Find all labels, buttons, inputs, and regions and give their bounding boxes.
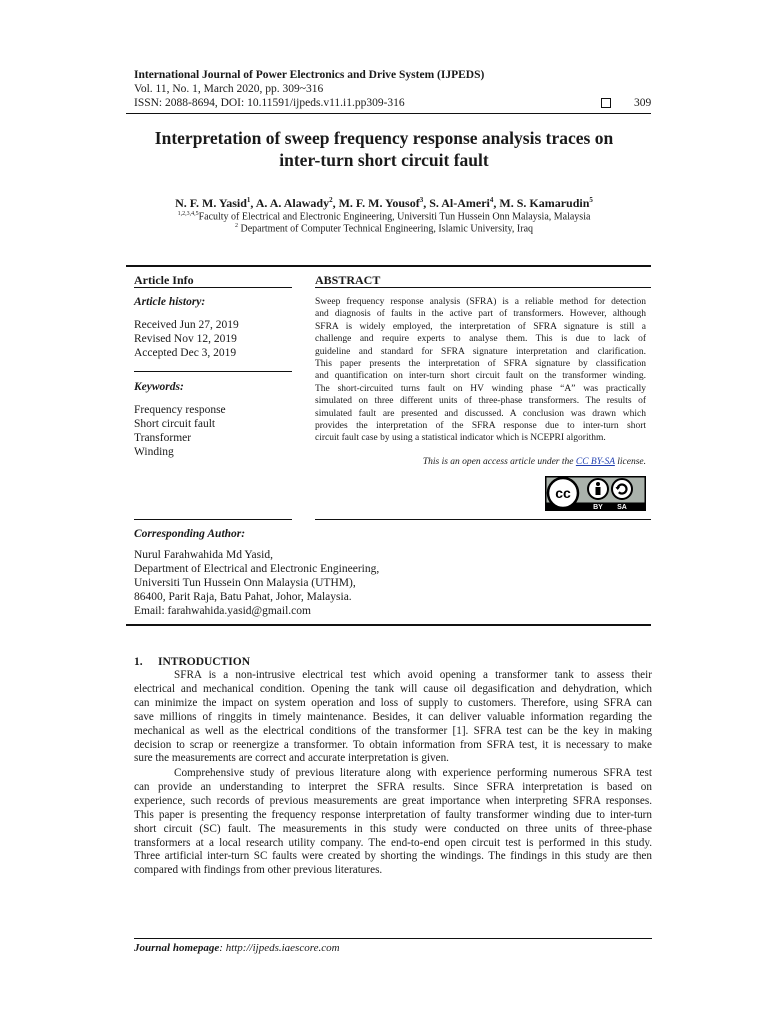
abstract-line: The short-circuited turns fault on HV winding phase “A” was practically bbox=[315, 383, 646, 394]
body-line: compared with findings from other previous literatures. bbox=[134, 864, 383, 877]
abstract-body bbox=[315, 296, 646, 445]
title-line-2: inter-turn short circuit fault bbox=[279, 150, 489, 170]
corresponding-author-heading: Corresponding Author: bbox=[134, 528, 246, 540]
abstract-heading: ABSTRACT bbox=[315, 273, 381, 287]
article-history-heading: Article history: bbox=[134, 296, 206, 308]
abstract-line: challenge and require experts to analyse them. This is due to lack of bbox=[315, 334, 646, 345]
svg-text:cc: cc bbox=[555, 485, 571, 501]
keywords-heading: Keywords: bbox=[134, 381, 184, 393]
abstract-line: circuit fault case by using a statistical indicator which is NCEPRI algorithm. bbox=[315, 433, 606, 444]
keyword-item: Winding bbox=[134, 446, 174, 458]
paper-title bbox=[120, 127, 648, 171]
body-line: Comprehensive study of previous literature along with experience performing numerous SFRA test bbox=[174, 767, 652, 779]
author-affil-sup: 1 bbox=[246, 196, 251, 204]
license-statement bbox=[423, 457, 646, 467]
abstract-line: and quantification on inter-turn short circuit fault on the transformer winding. bbox=[315, 371, 646, 382]
section-title: INTRODUCTION bbox=[158, 656, 251, 668]
abstract-line: SFRA is widely employed, the interpretation of SFRA signature is still a bbox=[315, 321, 646, 332]
author-affil-sup: 4 bbox=[489, 196, 494, 204]
footer-rule bbox=[134, 938, 652, 939]
journal-name: International Journal of Power Electronics and Drive System (IJPEDS) bbox=[134, 69, 485, 81]
cc-badge-graphic bbox=[545, 476, 646, 511]
page-number: 309 bbox=[634, 97, 652, 109]
abstract-line: guideline and standard for SFRA signature interpretation and clarification. bbox=[315, 346, 646, 357]
cc-sa-text: SA bbox=[617, 504, 627, 511]
abstract-line: simulated fault are presented and discussed. A conclusion was drawn which bbox=[315, 408, 646, 419]
cc-by-sa-link[interactable]: CC BY-SA bbox=[575, 457, 615, 467]
section-heading-introduction bbox=[134, 656, 250, 668]
body-line: This paper is presenting the frequency response interpretation of faulty transformer winding due to inter-turn bbox=[134, 808, 652, 821]
corresponding-line: Nurul Farahwahida Md Yasid, bbox=[134, 549, 273, 561]
homepage-label: Journal homepage bbox=[134, 942, 220, 954]
abstract-line: Sweep frequency response analysis (SFRA) is a reliable method for detection bbox=[315, 297, 646, 307]
abstract-line: This paper presents the interpretation of SFRA signature by classification bbox=[315, 359, 646, 370]
history-rule bbox=[134, 371, 292, 372]
author-list: N. F. M. Yasid$^1$, A. A. Alawady$^2$, M. F. M. Yousof$^3$, S. Al-Ameri$^4$, M. S. Kamarudin$^5$ bbox=[175, 196, 593, 210]
affiliation-2 bbox=[120, 223, 648, 234]
info-box-top-rule bbox=[126, 265, 651, 267]
abstract-line: simulated on three different units of three-phase transformers. The results of bbox=[315, 396, 646, 407]
journal-issn-doi: ISSN: 2088-8694, DOI: 10.11591/ijpeds.v11.i1.pp309-316 bbox=[134, 97, 405, 109]
corresponding-email: Email: farahwahida.yasid@gmail.com bbox=[134, 605, 311, 617]
body-line: electrical and mechanical condition. Opening the tank will cause oil degasification and dehydration, which bbox=[134, 682, 652, 695]
info-box-bottom-rule bbox=[126, 624, 651, 626]
body-line: SFRA is a non-intrusive electrical test which avoid opening a transformer tank to assess their bbox=[174, 669, 652, 681]
affiliation-1 bbox=[120, 211, 648, 222]
corresponding-line: 86400, Parit Raja, Batu Pahat, Johor, Malaysia. bbox=[134, 591, 352, 603]
homepage-colon: : bbox=[219, 942, 226, 954]
author-affil-sup: 3 bbox=[419, 196, 424, 204]
body-line: can provide an understanding to interpret the SFRA results. Since SFRA interpretation is based on bbox=[134, 780, 652, 793]
revised-date: Revised Nov 12, 2019 bbox=[134, 333, 237, 345]
body-line: decision to scrap or reenergize a transformer. To obtain information from SFRA test, it is necessary to make bbox=[134, 738, 652, 751]
body-line: Three artificial inter-turn SC faults were created by shorting the windings. The findings in this study are then bbox=[134, 850, 652, 863]
received-date: Received Jun 27, 2019 bbox=[134, 319, 239, 331]
cc-by-sa-badge-icon[interactable] bbox=[545, 476, 646, 511]
section-number: 1. bbox=[134, 656, 143, 668]
author-name: A. A. Alawady bbox=[255, 196, 330, 210]
author-name: M. F. M. Yousof bbox=[338, 196, 420, 210]
body-line: transformers at a local research utility company. The end-to-end open circuit test is performed in this study. bbox=[134, 836, 652, 849]
journal-volume: Vol. 11, No. 1, March 2020, pp. 309~316 bbox=[134, 83, 324, 95]
title-line-1: Interpretation of sweep frequency response analysis traces on bbox=[154, 128, 614, 148]
body-line: short circuit (SC) fault. The measurements in this study were conducted on three units of three-phase bbox=[134, 822, 652, 835]
corresponding-top-rule-right bbox=[315, 519, 651, 520]
corresponding-top-rule bbox=[134, 519, 292, 520]
affiliation-text: Faculty of Electrical and Electronic Engineering, Universiti Tun Hussein Onn Malaysia, Malaysia bbox=[198, 211, 591, 223]
body-line: experience, such records of previous measurements are great importance when interpreting SFRA responses. bbox=[134, 794, 652, 807]
keyword-item: Transformer bbox=[134, 432, 192, 444]
intro-paragraph-2 bbox=[134, 767, 652, 878]
corresponding-line: Universiti Tun Hussein Onn Malaysia (UTHM), bbox=[134, 577, 356, 589]
header-rule bbox=[126, 113, 651, 114]
accepted-date: Accepted Dec 3, 2019 bbox=[134, 347, 237, 359]
affiliation-text: Department of Computer Technical Engineering, Islamic University, Iraq bbox=[240, 223, 534, 235]
body-line: save millions of ringgits in timely maintenance. Besides, it can deliver valuable information regarding the bbox=[134, 710, 652, 723]
author-name: S. Al-Ameri bbox=[429, 196, 490, 210]
square-bullet-icon bbox=[601, 98, 611, 108]
affiliation-sup: 2 bbox=[234, 223, 238, 229]
abstract-line: and diagnosis of faults in the active part of transformers. However, although bbox=[315, 309, 646, 320]
body-line: mechanical as well as the electrical conditions of the transformer [1]. SFRA test can be the key in making bbox=[134, 724, 652, 737]
body-line: can minimize the impact on system operation and loss of supply to customers. Therefore, using SFRA can bbox=[134, 696, 652, 709]
abstract-line: provides the interpretation of the SFRA response due to inter-turn short bbox=[315, 421, 646, 432]
keyword-item: Frequency response bbox=[134, 404, 226, 416]
license-prefix: This is an open access article under the bbox=[422, 457, 576, 467]
homepage-url-link[interactable]: http://ijpeds.iaescore.com bbox=[225, 942, 340, 954]
body-line: sure the measurements are correct and accurate interpretation is given. bbox=[134, 752, 449, 765]
keyword-item: Short circuit fault bbox=[134, 418, 216, 430]
author-name: N. F. M. Yasid bbox=[175, 196, 247, 210]
license-suffix: license. bbox=[614, 457, 646, 467]
author-name: M. S. Kamarudin bbox=[499, 196, 590, 210]
corresponding-line: Department of Electrical and Electronic Engineering, bbox=[134, 563, 380, 575]
author-affil-sup: 5 bbox=[589, 196, 593, 204]
affiliation-sup: 1,2,3,4,5 bbox=[177, 211, 199, 217]
journal-homepage bbox=[134, 942, 340, 954]
author-affil-sup: 2 bbox=[329, 196, 333, 204]
intro-paragraph-1 bbox=[134, 669, 652, 766]
article-info-heading: Article Info bbox=[134, 273, 194, 287]
cc-by-text: BY bbox=[593, 504, 603, 511]
